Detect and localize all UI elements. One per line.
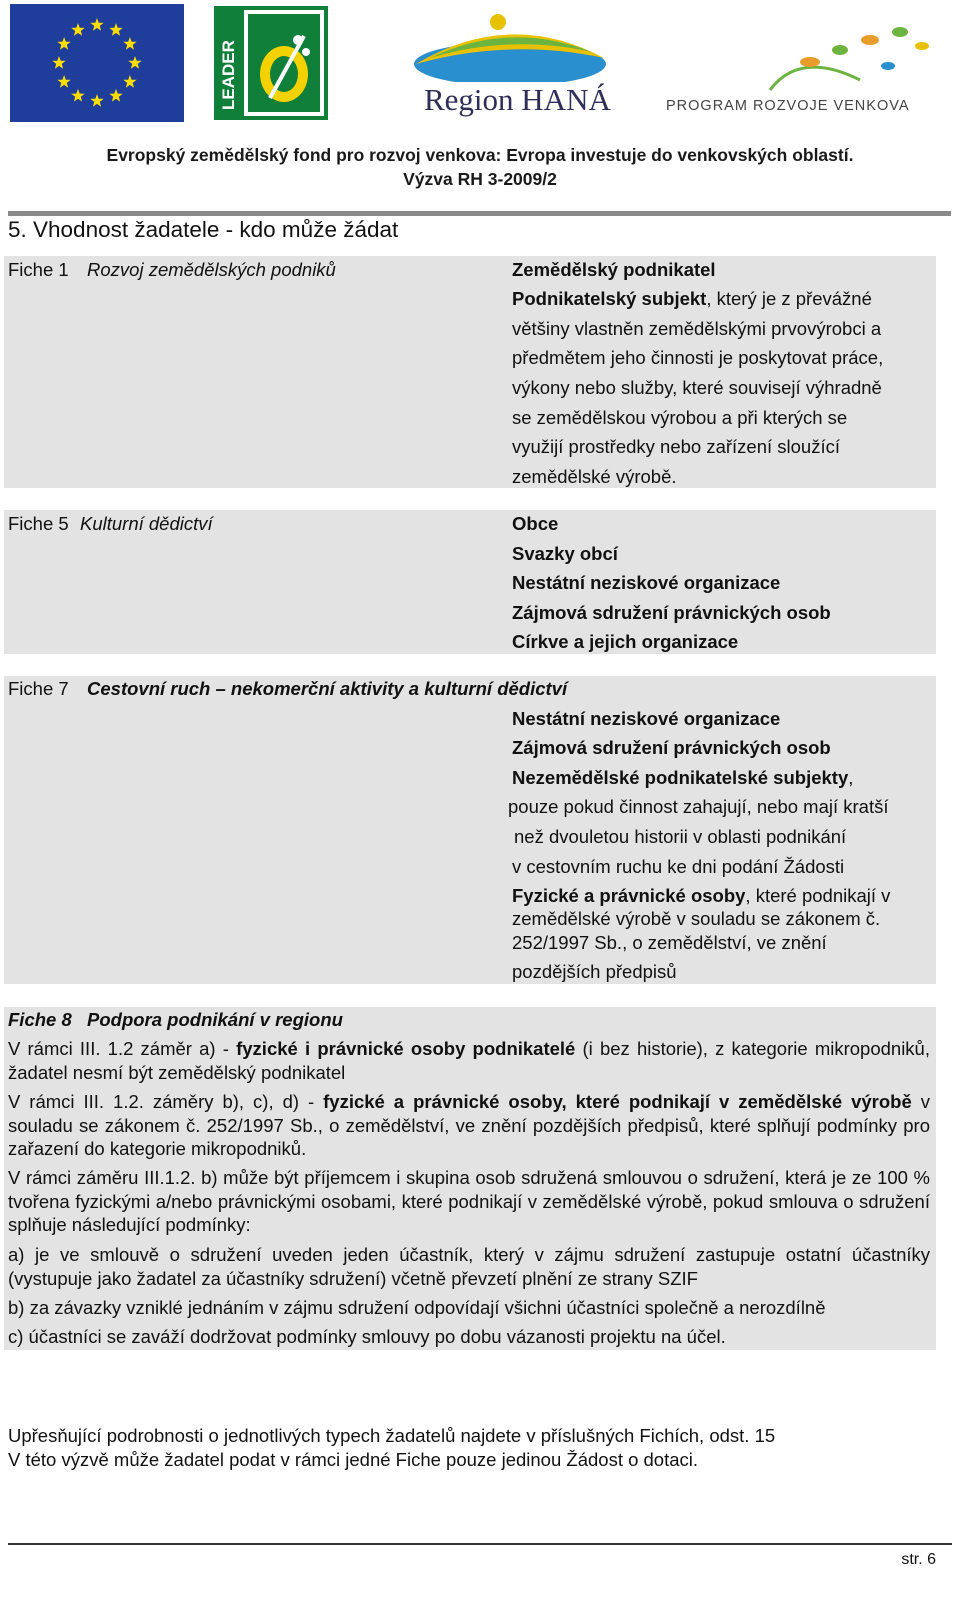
fiche-1-line: využijí prostředky nebo zařízení sloužící xyxy=(512,436,841,457)
fiche-8-number: Fiche 8 xyxy=(8,1009,72,1030)
region-hana-emblem-icon xyxy=(410,4,610,82)
fiche-5-item: Nestátní neziskové organizace xyxy=(512,572,781,593)
eu-star xyxy=(71,89,84,102)
eu-star xyxy=(90,94,103,107)
fiche-1-line: většiny vlastněn zemědělskými prvovýrobci a xyxy=(512,318,882,339)
header-divider xyxy=(8,211,951,216)
footer-divider xyxy=(8,1543,952,1545)
footer-note: Upřesňující podrobnosti o jednotlivých typech žadatelů najdete v příslušných Fichích, odst. 15 xyxy=(8,1425,776,1446)
fiche-7-line: pouze pokud činnost zahajují, nebo mají kratší xyxy=(508,796,889,817)
eu-flag-logo xyxy=(10,4,184,122)
fiche-7-item: Fyzické a právnické osoby, které podnikají v xyxy=(512,885,891,906)
fiche-5-item: Zájmová sdružení právnických osob xyxy=(512,602,831,623)
fiche-7-line: než dvouletou historii v oblasti podnikání xyxy=(514,826,847,847)
fiche-1-number: Fiche 1 xyxy=(8,259,69,280)
page-number: str. 6 xyxy=(901,1551,936,1568)
footer-note: V této výzvě může žadatel podat v rámci jedné Fiche pouze jedinou Žádost o dotaci. xyxy=(8,1449,699,1470)
fiche-1-line: Podnikatelský subjekt, který je z převážné xyxy=(512,288,872,309)
fiche-8-condition: c) účastníci se zaváží dodržovat podmínky smlouvy po dobu vázanosti projektu na účel. xyxy=(8,1326,726,1347)
fiche-5-item: Svazky obcí xyxy=(512,543,618,564)
fiche-8-name: Podpora podnikání v regionu xyxy=(87,1009,343,1030)
fund-title: Evropský zemědělský fond pro rozvoj venkova: Evropa investuje do venkovských oblastí. xyxy=(106,145,854,165)
eu-star xyxy=(123,75,136,88)
section-title: 5. Vhodnost žadatele - kdo může žádat xyxy=(8,217,399,242)
sprout-icon xyxy=(660,10,940,94)
fiche-8-condition: b) za závazky vzniklé jednáním v zájmu sdružení odpovídají všichni účastníci společně a nerozdílně xyxy=(8,1297,826,1318)
fiche-1-line: výkony nebo služby, které souvisejí výhradně xyxy=(512,377,882,398)
eu-star xyxy=(57,75,70,88)
eu-stars-icon xyxy=(10,4,184,122)
fiche-8-paragraph: V rámci záměru III.1.2. b) může být příjemcem i skupina osob sdružená smlouvou o sdružení, která je ze 100 % tvořena fyzickými a/nebo právnickými osobami, které podnikají v zemědělské výrobě, pokud smlouva o sdružení splňuje následující podmínky: xyxy=(8,1167,930,1235)
eu-star xyxy=(71,23,84,36)
fiche-8-paragraph: V rámci III. 1.2 záměr a) - fyzické i právnické osoby podnikatelé (i bez historie), z kategorie mikropodniků, žadatel nesmí být zemědělský podnikatel xyxy=(8,1038,930,1083)
program-rozvoje-venkova-logo xyxy=(660,10,940,120)
fiche-7-line: pozdějších předpisů xyxy=(512,961,677,982)
fiche-5-name: Kulturní dědictví xyxy=(80,513,213,534)
fiche-7-item: Zájmová sdružení právnických osob xyxy=(512,737,831,758)
region-hana-wordmark: Region HANÁ xyxy=(424,82,611,117)
eu-star xyxy=(109,23,122,36)
fiche-5-item: Církve a jejich organizace xyxy=(512,631,739,652)
region-hana-logo xyxy=(410,4,610,122)
fiche-1-line: předmětem jeho činnosti je poskytovat práce, xyxy=(512,347,884,368)
eu-star xyxy=(52,56,65,69)
eu-star xyxy=(90,18,103,31)
call-id: Výzva RH 3-2009/2 xyxy=(403,169,557,189)
leader-wordmark xyxy=(214,6,242,120)
eu-star xyxy=(128,56,141,69)
fiche-5-number: Fiche 5 xyxy=(8,513,69,534)
fiche-7-item: Nezemědělské podnikatelské subjekty, xyxy=(512,767,854,788)
fiche-7-line: zemědělské výrobě v souladu se zákonem č. xyxy=(512,908,881,929)
fiche-8-condition: a) je ve smlouvě o sdružení uveden jeden účastník, který v zájmu sdružení zastupuje ostatní účastníky (vystupuje jako žadatel za účastníky sdružení) včetně převzetí plnění ze strany SZIF xyxy=(8,1244,930,1289)
fiche-5-item: Obce xyxy=(512,513,559,534)
fiche-1-heading: Zemědělský podnikatel xyxy=(512,259,716,280)
fiche-7-item: Nestátní neziskové organizace xyxy=(512,708,781,729)
leader-logo xyxy=(214,6,328,120)
fiche-7-name: Cestovní ruch – nekomerční aktivity a kulturní dědictví xyxy=(87,678,568,699)
svg-text:LEADER: LEADER xyxy=(219,40,238,110)
eu-star xyxy=(123,37,136,50)
program-wordmark: PROGRAM ROZVOJE VENKOVA xyxy=(666,98,910,114)
eu-star xyxy=(57,37,70,50)
fiche-7-line: v cestovním ruchu ke dni podání Žádosti xyxy=(512,856,845,877)
fiche-1-name: Rozvoj zemědělských podniků xyxy=(87,259,336,280)
fiche-1-line: zemědělské výrobě. xyxy=(512,466,677,487)
fiche-1-line: se zemědělskou výrobou a při kterých se xyxy=(512,407,848,428)
fiche-8-paragraph: V rámci III. 1.2. záměry b), c), d) - fyzické a právnické osoby, které podnikají v zemědělské výrobě v souladu se zákonem č. 252/1997 Sb., o zemědělství, ve znění pozdějších předpisů, které splňují podmínky pro zařazení do kategorie mikropodniků. xyxy=(8,1091,931,1159)
fiche-7-number: Fiche 7 xyxy=(8,678,69,699)
fiche-7-line: 252/1997 Sb., o zemědělství, ve znění xyxy=(512,932,827,953)
eu-star xyxy=(109,89,122,102)
